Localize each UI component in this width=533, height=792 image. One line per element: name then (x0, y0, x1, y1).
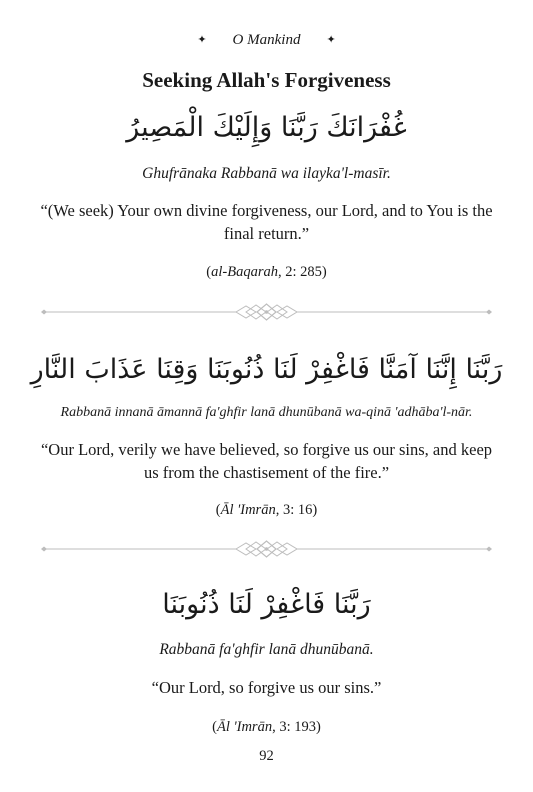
ornamental-divider-1 (40, 302, 493, 322)
surah-name: Āl 'Imrān (217, 719, 273, 735)
section-title: Seeking Allah's Forgiveness (142, 68, 391, 92)
verse-reference: (Āl 'Imrān, 3: 193) (212, 719, 321, 735)
dua-1-transliteration (30, 164, 503, 184)
verse-reference: (Āl 'Imrān, 3: 16) (215, 502, 318, 518)
dua-1-arabic (30, 108, 503, 148)
dua-3-arabic (30, 585, 503, 625)
dua-2-arabic (30, 350, 503, 390)
arabic-text: رَبَّنَا فَاغْفِرْ لَنَا ذُنُوبَنَا (162, 589, 371, 620)
dua-3-transliteration (30, 640, 503, 660)
dua-3-translation (30, 676, 503, 699)
arabic-text: غُفْرَانَكَ رَبَّنَا وَإِلَيْكَ الْمَصِيرُ (126, 112, 407, 143)
divider-ornament-icon (40, 539, 493, 559)
translation-text: “Our Lord, so forgive us our sins.” (151, 678, 382, 697)
surah-name: Āl 'Imrān (220, 502, 276, 518)
divider-ornament-icon (40, 302, 493, 322)
surah-name: al-Baqarah (211, 264, 278, 280)
dua-1-translation (30, 199, 503, 245)
transliteration-text: Rabbanā innanā āmannā fa'ghfir lanā dhunūbanā wa-qinā 'adhāba'l-nār. (60, 405, 473, 420)
dua-2-reference (30, 500, 503, 520)
dua-2-translation (30, 438, 503, 484)
ornamental-divider-2 (40, 539, 493, 559)
left-star-ornament-icon: ✦ (197, 34, 207, 46)
verse-reference: (al-Baqarah, 2: 285) (206, 264, 327, 280)
translation-text: “Our Lord, verily we have believed, so forgive us our sins, and keep us from the chastisement of the fire.” (40, 440, 493, 482)
translation-text: “(We seek) Your own divine forgiveness, our Lord, and to You is the final return.” (40, 201, 493, 243)
dua-3-reference (30, 717, 503, 737)
running-header (0, 30, 533, 50)
transliteration-text: Ghufrānaka Rabbanā wa ilayka'l-masīr. (142, 165, 391, 182)
page-number: 92 (259, 748, 274, 764)
right-star-ornament-icon: ✦ (326, 34, 336, 46)
transliteration-text: Rabbanā fa'ghfir lanā dhunūbanā. (159, 641, 374, 658)
running-title: O Mankind (232, 32, 301, 48)
dua-1-reference (30, 262, 503, 282)
verse-number: , 2: 285) (277, 264, 327, 280)
arabic-text: رَبَّنَا إِنَّنَا آمَنَّا فَاغْفِرْ لَنَا ذُنُوبَنَا وَقِنَا عَذَابَ النَّارِ (30, 354, 503, 385)
verse-number: , 3: 193) (272, 719, 321, 735)
dua-2-transliteration (30, 403, 503, 423)
verse-number: , 3: 16) (275, 502, 318, 518)
